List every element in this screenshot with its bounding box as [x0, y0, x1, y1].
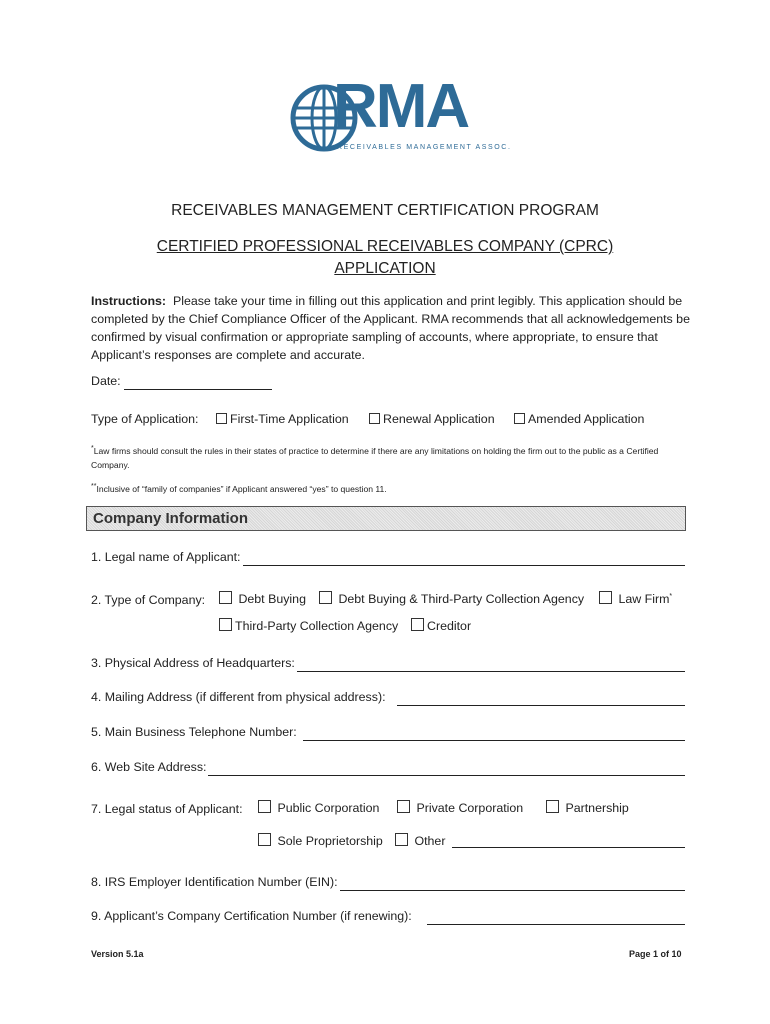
public-corp-label: Public Corporation	[277, 801, 380, 815]
instructions-paragraph	[91, 292, 691, 364]
private-corp-option[interactable]	[397, 800, 523, 815]
q9-label: 9. Applicant’s Company Certification Number (if renewing):	[91, 909, 412, 923]
debt-buying-collection-option[interactable]	[319, 591, 584, 606]
debt-buying-collection-checkbox[interactable]	[319, 591, 332, 604]
application-type-row	[91, 412, 198, 426]
q2-label: 2. Type of Company:	[91, 593, 206, 607]
version-label: Version 5.1a	[91, 949, 144, 959]
creditor-checkbox[interactable]	[411, 618, 424, 631]
sole-proprietorship-option[interactable]	[258, 833, 383, 848]
q3-label: 3. Physical Address of Headquarters:	[91, 656, 295, 670]
law-firm-marker: *	[669, 592, 673, 600]
q7-label: 7. Legal status of Applicant:	[91, 802, 243, 816]
certification-number-field[interactable]	[427, 924, 685, 925]
footnote-marker: *	[91, 445, 94, 452]
footnote-text: Law firms should consult the rules in their states of practice to determine if there are any limitations on holding the firm out to the public as a Certified Company.	[91, 445, 659, 470]
program-title: RECEIVABLES MANAGEMENT CERTIFICATION PROGRAM	[171, 202, 599, 219]
first-time-checkbox[interactable]	[216, 413, 227, 424]
mailing-address-field[interactable]	[397, 705, 685, 706]
date-label: Date:	[91, 374, 121, 388]
public-corp-checkbox[interactable]	[258, 800, 271, 813]
debt-buying-collection-label: Debt Buying & Third-Party Collection Agency	[338, 592, 585, 606]
footnote-law-firms	[91, 442, 691, 472]
first-time-option[interactable]	[216, 412, 349, 426]
third-party-option[interactable]	[219, 618, 398, 633]
application-title: APPLICATION	[334, 260, 436, 277]
first-time-label: First-Time Application	[230, 412, 349, 426]
other-option[interactable]	[395, 833, 445, 848]
footnote-marker: **	[91, 483, 97, 490]
other-checkbox[interactable]	[395, 833, 408, 846]
date-row	[91, 374, 121, 388]
amended-option[interactable]	[514, 412, 644, 426]
q4-label: 4. Mailing Address (if different from physical address):	[91, 690, 386, 704]
amended-checkbox[interactable]	[514, 413, 525, 424]
application-type-label: Type of Application:	[91, 412, 199, 426]
renewal-label: Renewal Application	[383, 412, 495, 426]
sole-proprietorship-checkbox[interactable]	[258, 833, 271, 846]
law-firm-option[interactable]	[599, 591, 672, 606]
website-field[interactable]	[208, 775, 685, 776]
law-firm-checkbox[interactable]	[599, 591, 612, 604]
private-corp-label: Private Corporation	[416, 801, 524, 815]
footnote-family	[91, 480, 691, 496]
partnership-option[interactable]	[546, 800, 629, 815]
instructions-text: Please take your time in filling out this application and print legibly. This application should be completed by the Chief Compliance Officer of the Applicant. RMA recommends that all acknowledgements be confirmed by visual confirmation or appropriate sampling of accounts, where appropriate, to ensure that Applicant’s responses are complete and accurate.	[91, 294, 690, 362]
date-field[interactable]	[124, 389, 272, 390]
sole-proprietorship-label: Sole Proprietorship	[277, 834, 383, 848]
partnership-label: Partnership	[565, 801, 629, 815]
page-number: Page 1 of 10	[629, 949, 682, 959]
third-party-label: Third-Party Collection Agency	[235, 619, 399, 633]
renewal-option[interactable]	[369, 412, 495, 426]
q6-label: 6. Web Site Address:	[91, 760, 207, 774]
ein-field[interactable]	[340, 890, 685, 891]
footnote-text: Inclusive of “family of companies” if Applicant answered “yes” to question 11.	[96, 483, 387, 494]
debt-buying-checkbox[interactable]	[219, 591, 232, 604]
creditor-option[interactable]	[411, 618, 471, 633]
creditor-label: Creditor	[427, 619, 472, 633]
company-information-header	[86, 506, 686, 531]
private-corp-checkbox[interactable]	[397, 800, 410, 813]
partnership-checkbox[interactable]	[546, 800, 559, 813]
physical-address-field[interactable]	[297, 671, 685, 672]
q5-label: 5. Main Business Telephone Number:	[91, 725, 297, 739]
debt-buying-label: Debt Buying	[238, 592, 306, 606]
legal-name-field[interactable]	[243, 565, 685, 566]
q8-label: 8. IRS Employer Identification Number (EIN):	[91, 875, 338, 889]
instructions-label: Instructions:	[91, 294, 167, 308]
third-party-checkbox[interactable]	[219, 618, 232, 631]
q1-label: 1. Legal name of Applicant:	[91, 550, 241, 564]
renewal-checkbox[interactable]	[369, 413, 380, 424]
debt-buying-option[interactable]	[219, 591, 306, 606]
section-title: Company Information	[93, 510, 249, 527]
public-corp-option[interactable]	[258, 800, 379, 815]
amended-label: Amended Application	[528, 412, 645, 426]
other-label: Other	[414, 834, 446, 848]
logo-wordmark: RMA	[333, 72, 469, 141]
other-field[interactable]	[452, 847, 685, 848]
certification-title: CERTIFIED PROFESSIONAL RECEIVABLES COMPANY (CPRC)	[156, 238, 614, 255]
telephone-field[interactable]	[303, 740, 685, 741]
logo-subtitle: RECEIVABLES MANAGEMENT ASSOC.	[337, 144, 512, 151]
law-firm-label: Law Firm	[618, 592, 670, 606]
